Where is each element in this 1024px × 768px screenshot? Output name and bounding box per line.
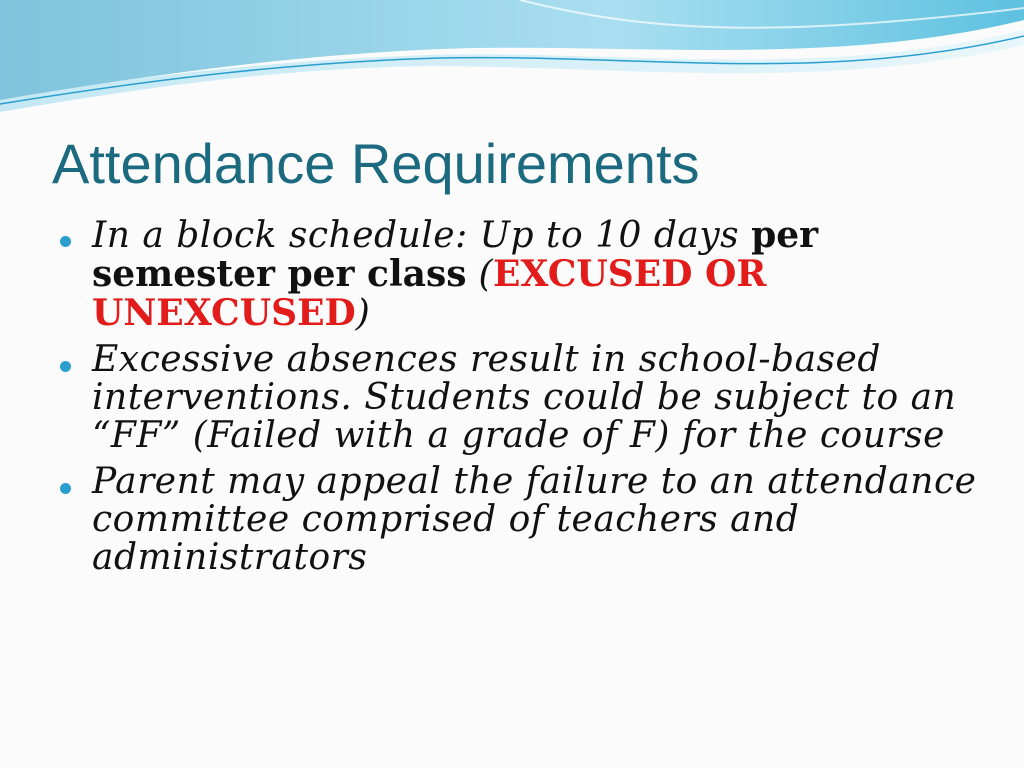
bullet-item-block-schedule [60,216,980,333]
bullet-dot-icon [60,483,71,494]
bullet-item-parent-appeal [60,463,980,577]
bullet-text-paren-close: ) [355,293,371,334]
bullet-text-highlight: EXCUSED OR UNEXCUSED [92,253,767,334]
slide-title: Attendance Requirements [52,132,700,195]
bullet-list [60,216,980,585]
bullet-dot-icon [60,361,71,372]
bullet-text: Excessive absences result in school-based interventions. Students could be subject to an “FF” (Failed with a grade of F) for the course [92,339,957,456]
bullet-text-paren-open: ( [466,254,494,295]
bullet-text: Parent may appeal the failure to an attendance committee comprised of teachers and administrators [92,461,977,578]
bullet-item-excessive-absences [60,341,980,455]
bullet-text-bold: per semester per class [92,214,819,295]
bullet-text-intro: In a block schedule: Up to 10 days [92,215,752,256]
bullet-dot-icon [60,236,71,247]
decorative-wave-header [0,0,1024,120]
